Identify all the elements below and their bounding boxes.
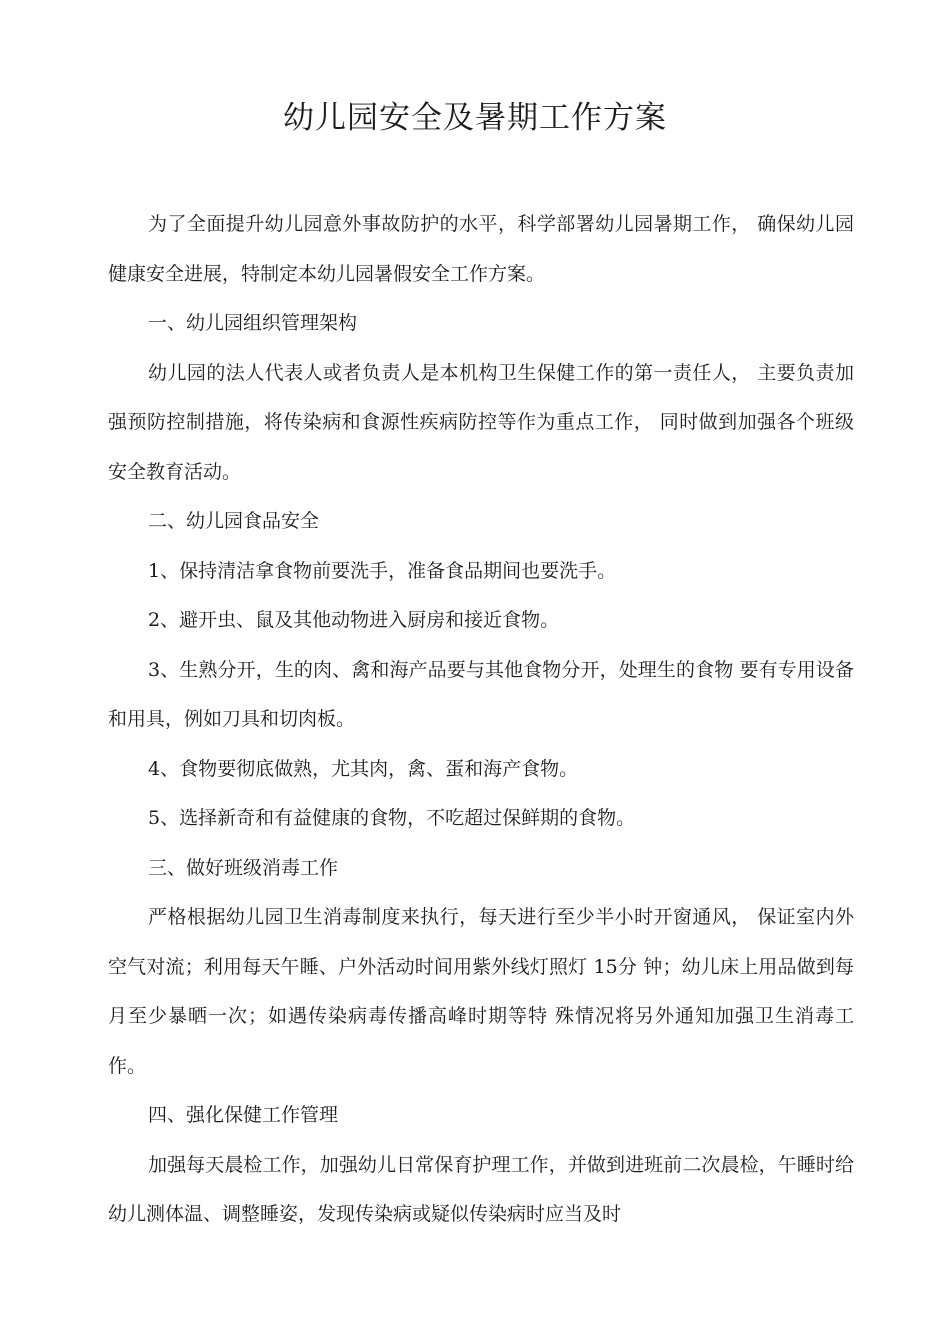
section-4-paragraph: 加强每天晨检工作，加强幼儿日常保育护理工作，并做到进班前二次晨检，午睡时给幼儿测体温、调整睡姿，发现传染病或疑似传染病时应当及时 <box>108 1153 854 1225</box>
section-heading-2: 二、幼儿园食品安全 <box>148 510 320 532</box>
section-heading-3: 三、做好班级消毒工作 <box>148 856 339 879</box>
food-safety-item-2: 2、避开虫、鼠及其他动物进入厨房和接近食物。 <box>148 609 560 631</box>
section-1-paragraph: 幼儿园的法人代表人或者负责人是本机构卫生保健工作的第一责任人， 主要负责加强预防控制措施，将传染病和食源性疾病防控等作为重点工作， 同时做到加强各个班级安全教育活动。 <box>108 361 854 483</box>
section-heading-4: 四、强化保健工作管理 <box>148 1104 339 1126</box>
food-safety-item-5: 5、选择新奇和有益健康的食物，不吃超过保鲜期的食物。 <box>148 807 636 829</box>
intro-paragraph: 为了全面提升幼儿园意外事故防护的水平，科学部署幼儿园暑期工作， 确保幼儿园健康安全进展，特制定本幼儿园暑假安全工作方案。 <box>108 213 854 285</box>
section-3-paragraph: 严格根据幼儿园卫生消毒制度来执行，每天进行至少半小时开窗通风， 保证室内外空气对流；利用每天午睡、户外活动时间用紫外线灯照灯 15分 钟；幼儿床上用品做到每月至少暴晒一次；如遇传染病毒传播高峰时期等特 殊情况将另外通知加强卫生消毒工作。 <box>108 906 854 1077</box>
section-heading-1: 一、幼儿园组织管理架构 <box>148 312 358 334</box>
document-title: 幼儿园安全及暑期工作方案 <box>283 100 667 136</box>
food-safety-item-1: 1、保持清洁拿食物前要洗手，准备食品期间也要洗手。 <box>148 559 617 582</box>
document-body <box>108 200 854 1240</box>
food-safety-item-3: 3、生熟分开，生的肉、禽和海产品要与其他食物分开，处理生的食物 要有专用设备和用具，例如刀具和切肉板。 <box>108 658 854 730</box>
food-safety-item-4: 4、食物要彻底做熟，尤其肉，禽、蛋和海产食物。 <box>148 757 579 780</box>
